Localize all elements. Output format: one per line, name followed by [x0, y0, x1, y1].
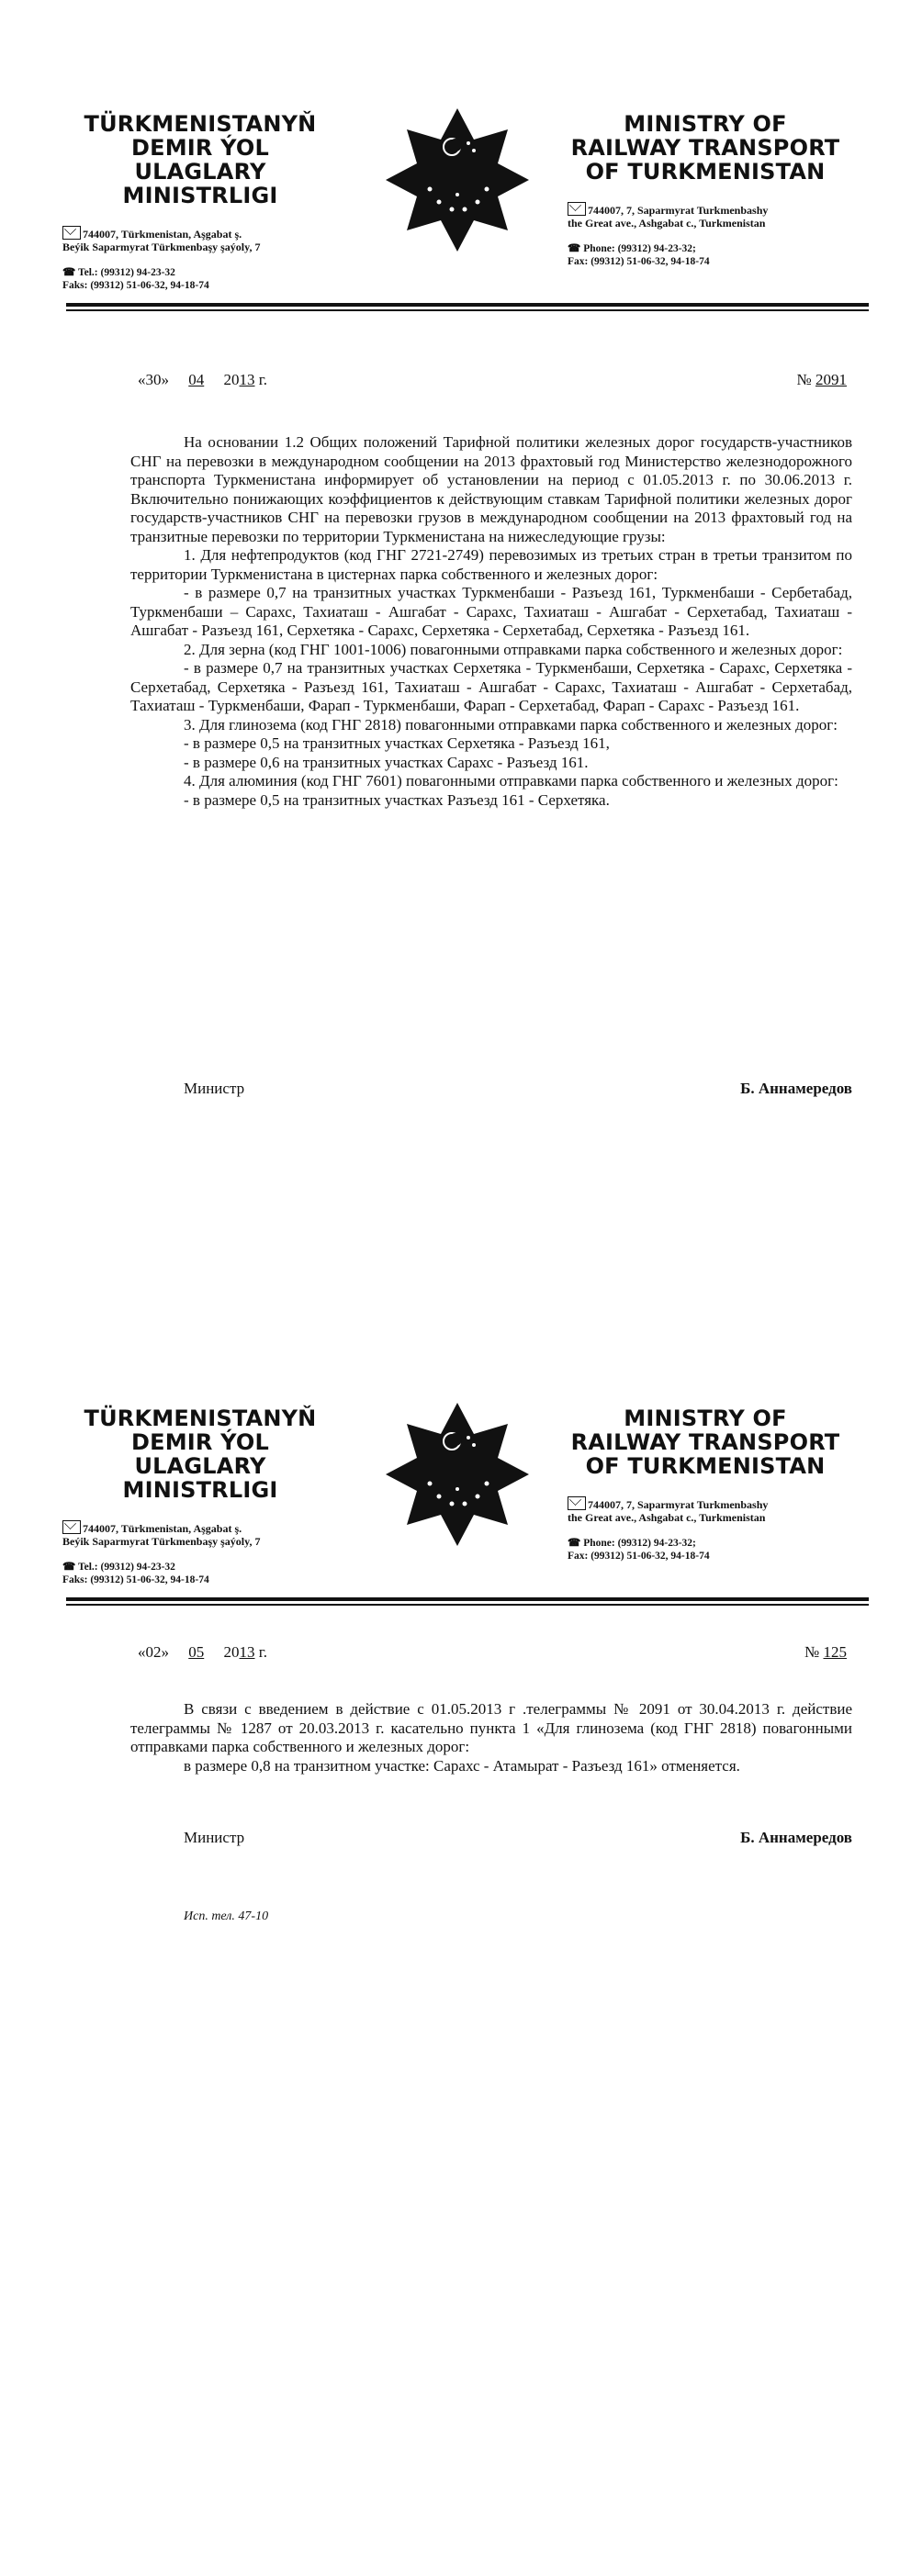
- header-divider: [66, 1597, 869, 1601]
- signatory-name: Б. Аннамередов: [740, 1080, 852, 1097]
- letterhead-right: [568, 1406, 871, 1562]
- org-line: OF TURKMENISTAN: [585, 159, 826, 185]
- date-suffix: г.: [258, 371, 268, 388]
- signatory-position: Министр: [184, 1080, 245, 1097]
- address-turkmen: [62, 1520, 366, 1548]
- date-year: 13: [239, 1643, 255, 1661]
- letter-body: [130, 1700, 852, 1775]
- letter-body: [130, 433, 852, 810]
- letterhead-left: [62, 112, 366, 292]
- letter-number: [797, 371, 847, 389]
- date-year-prefix: 20: [223, 1643, 240, 1661]
- paragraph: 2. Для зерна (код ГНГ 1001-1006) повагонными отправками парка собственного и железных дорог:: [184, 640, 843, 658]
- org-name-turkmen: [62, 1406, 338, 1502]
- signatory-name: Б. Аннамередов: [740, 1829, 852, 1846]
- org-name-english: [568, 1406, 843, 1478]
- letter-number: [804, 1643, 847, 1662]
- paragraph: в размере 0,8 на транзитном участке: Сарахс - Атамырат - Разъезд 161» отменяется.: [184, 1756, 740, 1775]
- address-line: the Great ave., Ashgabat c., Turkmenistan: [568, 1511, 766, 1524]
- phone-icon: ☎: [568, 243, 581, 254]
- org-line: OF TURKMENISTAN: [585, 1453, 826, 1479]
- envelope-icon: [62, 1520, 81, 1534]
- fax-text: Fax: (99312) 51-06-32, 94-18-74: [568, 256, 710, 267]
- address-line: the Great ave., Ashgabat c., Turkmenistan: [568, 217, 766, 230]
- date-day: «30»: [138, 371, 169, 388]
- date-month: 04: [188, 371, 205, 388]
- address-turkmen: [62, 226, 366, 253]
- turkmen-star-emblem-icon: [384, 106, 531, 253]
- date-year-prefix: 20: [223, 371, 240, 388]
- org-line: RAILWAY TRANSPORT: [570, 135, 840, 161]
- envelope-icon: [568, 202, 586, 216]
- number-value: 125: [823, 1643, 847, 1661]
- turkmen-star-emblem-icon: [384, 1401, 531, 1548]
- address-english: [568, 1496, 871, 1524]
- signatory-position: Министр: [184, 1829, 245, 1846]
- date-suffix: г.: [258, 1643, 268, 1661]
- org-line: DEMIR ÝOL ULAGLARY: [131, 1429, 269, 1479]
- paragraph: 3. Для глинозема (код ГНГ 2818) повагонными отправками парка собственного и железных дорог:: [184, 715, 838, 734]
- header-divider-thin: [66, 309, 869, 311]
- number-sign: №: [796, 371, 812, 388]
- address-line: Beýik Saparmyrat Türkmenbaşy şaýoly, 7: [62, 241, 261, 253]
- paragraph: - в размере 0,5 на транзитных участках Разъезд 161 - Серхетяка.: [184, 790, 610, 809]
- executor-note: Исп. тел. 47-10: [184, 1910, 269, 1923]
- date-day: «02»: [138, 1643, 169, 1661]
- org-line: TÜRKMENISTANYŇ: [84, 111, 317, 137]
- address-line: Beýik Saparmyrat Türkmenbaşy şaýoly, 7: [62, 1535, 261, 1548]
- phone-text: Phone: (99312) 94-23-32;: [583, 243, 696, 254]
- contacts-turkmen: [62, 1561, 366, 1586]
- number-sign: №: [804, 1643, 820, 1661]
- header-divider: [66, 303, 869, 307]
- org-line: MINISTRY OF: [624, 111, 787, 137]
- date-month: 05: [188, 1643, 205, 1661]
- fax-text: Fax: (99312) 51-06-32, 94-18-74: [568, 1551, 710, 1562]
- fax-text: Faks: (99312) 51-06-32, 94-18-74: [62, 1574, 209, 1585]
- contacts-english: [568, 242, 871, 268]
- address-line: 744007, Türkmenistan, Aşgabat ş.: [83, 228, 242, 241]
- phone-text: Phone: (99312) 94-23-32;: [583, 1538, 696, 1549]
- phone-icon: ☎: [62, 267, 76, 278]
- paragraph: На основании 1.2 Общих положений Тарифной политики железных дорог государств-участников СНГ на перевозки в международном сообщении на 2013 фрахтовый год Министерство железнодорожного транспорта Туркменистана информирует об установлении на период с 01.05.2013 г. по 30.06.2013 г. Включительно понижающих коэффициентов к действующим ставкам Тарифной политики железных дорог государств-участников СНГ на перевозки грузов в международном сообщении на 2013 фрахтовый год на транзитные перевозки по территории Туркменистана на нижеследующие грузы:: [130, 433, 852, 545]
- paragraph: 1. Для нефтепродуктов (код ГНГ 2721-2749) перевозимых из третьих стран в третьи транзитом по территории Туркменистана в цистернах парка собственного и железных дорог:: [130, 546, 852, 583]
- contacts-turkmen: [62, 266, 366, 292]
- number-value: 2091: [815, 371, 847, 388]
- org-line: MINISTRLIGI: [122, 1477, 278, 1503]
- letterhead-left: [62, 1406, 366, 1586]
- letter-date: [138, 1643, 267, 1662]
- paragraph: - в размере 0,7 на транзитных участках Туркменбаши - Разъезд 161, Туркменбаши - Сербетабад, Туркменбаши – Сарахс, Тахиаташ - Ашгабат - Сарахс, Тахиаташ - Ашгабат - Серхетабад, Тахиаташ - Ашгабат - Разъезд 161, Серхетяка - Сарахс, Серхетяка - Серхетабад, Серхетяка - Разъезд 161.: [130, 584, 852, 639]
- org-line: DEMIR ÝOL ULAGLARY: [131, 135, 269, 185]
- address-line: 744007, Türkmenistan, Aşgabat ş.: [83, 1522, 242, 1535]
- letter-date: [138, 371, 267, 389]
- fax-text: Faks: (99312) 51-06-32, 94-18-74: [62, 280, 209, 291]
- date-year: 13: [239, 371, 255, 388]
- paragraph: - в размере 0,7 на транзитных участках Серхетяка - Туркменбаши, Серхетяка - Сарахс, Серхетяка - Серхетабад, Серхетяка - Разъезд 161, Тахиаташ - Ашгабат - Сарахс, Тахиаташ - Ашгабат - Серхетабад, Тахиаташ - Туркменбаши, Фарап - Туркменбаши, Фарап - Серхетабад, Фарап - Сарахс - Разъезд 161.: [130, 659, 852, 714]
- org-name-turkmen: [62, 112, 338, 207]
- address-line: 744007, 7, Saparmyrat Turkmenbashy: [588, 204, 769, 217]
- org-line: RAILWAY TRANSPORT: [570, 1429, 840, 1455]
- paragraph: - в размере 0,5 на транзитных участках Серхетяка - Разъезд 161,: [184, 734, 610, 752]
- org-name-english: [568, 112, 843, 184]
- envelope-icon: [62, 226, 81, 240]
- contacts-english: [568, 1537, 871, 1562]
- address-english: [568, 202, 871, 230]
- paragraph: - в размере 0,6 на транзитных участках Сарахс - Разъезд 161.: [184, 753, 589, 771]
- paragraph: В связи с введением в действие с 01.05.2013 г .телеграммы № 2091 от 30.04.2013 г. действие телеграммы № 1287 от 20.03.2013 г. касательно пункта 1 «Для глинозема (код ГНГ 2818) повагонными отправками парка собственного и железных дорог:: [130, 1700, 852, 1755]
- phone-text: Tel.: (99312) 94-23-32: [78, 267, 175, 278]
- envelope-icon: [568, 1496, 586, 1510]
- phone-text: Tel.: (99312) 94-23-32: [78, 1562, 175, 1573]
- phone-icon: ☎: [62, 1562, 76, 1573]
- paragraph: 4. Для алюминия (код ГНГ 7601) повагонными отправками парка собственного и железных дорог:: [184, 772, 838, 790]
- phone-icon: ☎: [568, 1538, 581, 1549]
- org-line: TÜRKMENISTANYŇ: [84, 1406, 317, 1431]
- address-line: 744007, 7, Saparmyrat Turkmenbashy: [588, 1498, 769, 1511]
- header-divider-thin: [66, 1604, 869, 1606]
- org-line: MINISTRY OF: [624, 1406, 787, 1431]
- letterhead-right: [568, 112, 871, 268]
- org-line: MINISTRLIGI: [122, 183, 278, 208]
